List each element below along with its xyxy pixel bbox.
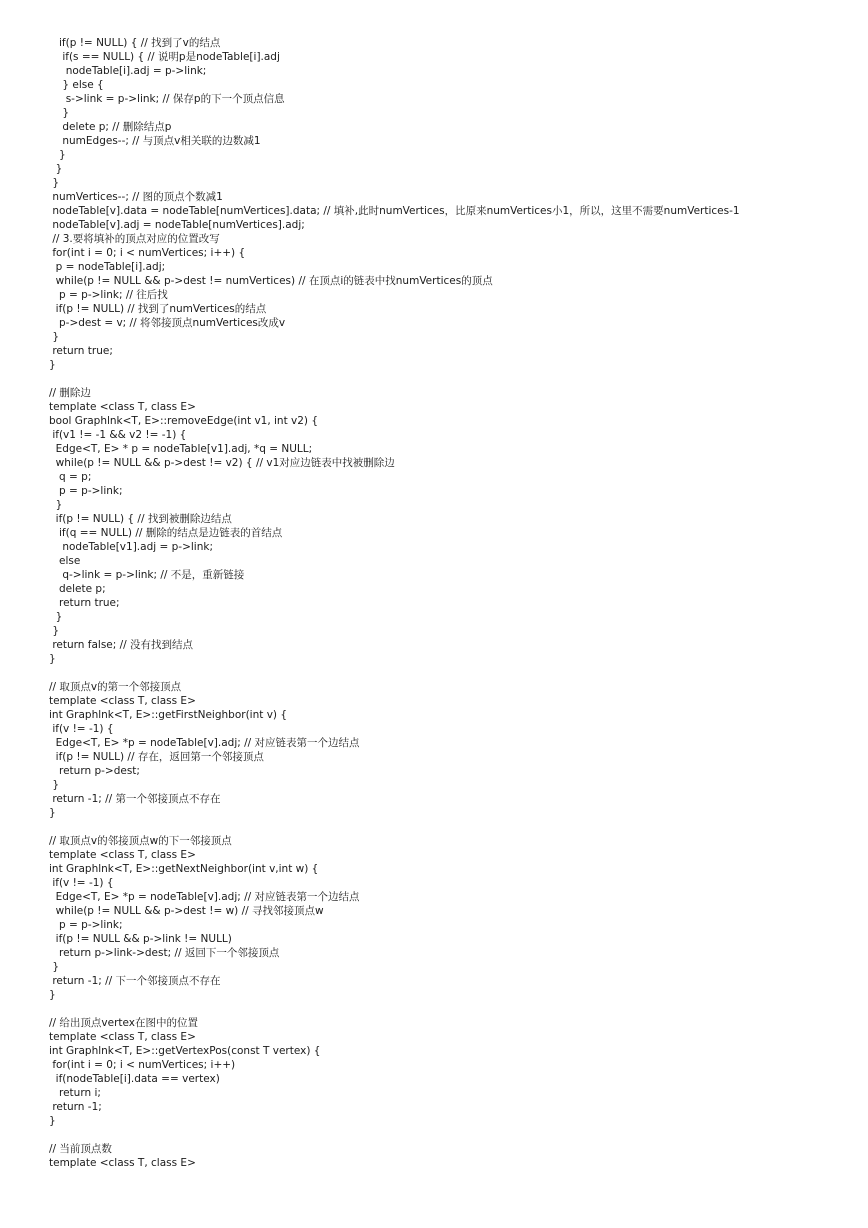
code-line: numEdges--; // 与顶点v相关联的边数减1	[49, 135, 261, 147]
code-line: nodeTable[v].adj = nodeTable[numVertices].adj;	[49, 219, 305, 231]
code-line: // 删除边	[49, 387, 91, 399]
code-line: }	[49, 359, 56, 371]
code-line: int Graphlnk<T, E>::getFirstNeighbor(int v) {	[49, 709, 288, 721]
code-line: delete p; // 删除结点p	[49, 121, 172, 133]
code-line: return true;	[49, 597, 120, 609]
code-line: Edge<T, E> *p = nodeTable[v].adj; // 对应链表第一个边结点	[49, 737, 360, 749]
code-line: }	[49, 1115, 56, 1127]
code-line: if(p != NULL) { // 找到了v的结点	[49, 37, 221, 49]
code-line: // 给出顶点vertex在图中的位置	[49, 1017, 199, 1029]
code-line: // 3.要将填补的顶点对应的位置改写	[49, 233, 220, 245]
code-line: p = p->link; // 往后找	[49, 289, 168, 301]
code-line: template <class T, class E>	[49, 401, 196, 413]
code-line	[0, 1128, 868, 1142]
code-line: }	[49, 989, 56, 1001]
code-line: if(p != NULL) // 找到了numVertices的结点	[49, 303, 267, 315]
code-line: p = nodeTable[i].adj;	[49, 261, 166, 273]
code-line: if(s == NULL) { // 说明p是nodeTable[i].adj	[49, 51, 280, 63]
code-line: }	[49, 331, 60, 343]
code-line: while(p != NULL && p->dest != v2) { // v1对应边链表中找被删除边	[49, 457, 395, 469]
code-line: return -1;	[49, 1101, 102, 1113]
code-line: }	[49, 625, 60, 637]
code-line: if(nodeTable[i].data == vertex)	[49, 1073, 220, 1085]
code-line: return true;	[49, 345, 113, 357]
code-line: // 取顶点v的邻接顶点w的下一邻接顶点	[49, 835, 232, 847]
code-line: p = p->link;	[49, 919, 123, 931]
code-line: return i;	[49, 1087, 101, 1099]
code-line: }	[49, 163, 63, 175]
code-line: q->link = p->link; // 不是，重新链接	[49, 569, 245, 581]
code-line: nodeTable[v].data = nodeTable[numVertices].data; // 填补,此时numVertices，比原来numVertices小1，所以，这里不需要numVertices-1	[49, 205, 740, 217]
code-line: template <class T, class E>	[49, 695, 196, 707]
code-line	[0, 820, 868, 834]
code-line: if(v != -1) {	[49, 877, 114, 889]
code-line: p = p->link;	[49, 485, 123, 497]
code-line: return p->link->dest; // 返回下一个邻接顶点	[49, 947, 280, 959]
code-line: s->link = p->link; // 保存p的下一个顶点信息	[49, 93, 285, 105]
code-line: bool Graphlnk<T, E>::removeEdge(int v1, int v2) {	[49, 415, 319, 427]
code-line: if(v != -1) {	[49, 723, 114, 735]
code-line: template <class T, class E>	[49, 849, 196, 861]
code-line: return p->dest;	[49, 765, 140, 777]
code-line	[0, 372, 868, 386]
code-line: p->dest = v; // 将邻接顶点numVertices改成v	[49, 317, 286, 329]
code-line: }	[49, 149, 66, 161]
code-line: if(p != NULL) // 存在，返回第一个邻接顶点	[49, 751, 264, 763]
code-line: Edge<T, E> *p = nodeTable[v].adj; // 对应链表第一个边结点	[49, 891, 360, 903]
code-line: int Graphlnk<T, E>::getNextNeighbor(int v,int w) {	[49, 863, 319, 875]
code-line: // 当前顶点数	[49, 1143, 112, 1155]
code-line: }	[49, 499, 63, 511]
code-line: }	[49, 653, 56, 665]
code-line: for(int i = 0; i < numVertices; i++) {	[49, 247, 246, 259]
document-page	[0, 36, 868, 1170]
code-line: nodeTable[i].adj = p->link;	[49, 65, 207, 77]
code-line: int Graphlnk<T, E>::getVertexPos(const T vertex) {	[49, 1045, 321, 1057]
code-line: for(int i = 0; i < numVertices; i++)	[49, 1059, 236, 1071]
code-line: Edge<T, E> * p = nodeTable[v1].adj, *q = NULL;	[49, 443, 313, 455]
code-line: numVertices--; // 图的顶点个数减1	[49, 191, 223, 203]
code-line: else	[49, 555, 81, 567]
code-line: }	[49, 961, 60, 973]
code-line: }	[49, 177, 60, 189]
code-line: }	[49, 807, 56, 819]
code-line: nodeTable[v1].adj = p->link;	[49, 541, 213, 553]
code-line: if(v1 != -1 && v2 != -1) {	[49, 429, 187, 441]
code-line: template <class T, class E>	[49, 1031, 196, 1043]
code-line: if(q == NULL) // 删除的结点是边链表的首结点	[49, 527, 283, 539]
code-line: } else {	[49, 79, 104, 91]
code-line: }	[49, 107, 70, 119]
code-line: delete p;	[49, 583, 106, 595]
code-line: template <class T, class E>	[49, 1157, 196, 1169]
code-line: return false; // 没有找到结点	[49, 639, 194, 651]
code-line: while(p != NULL && p->dest != w) // 寻找邻接顶点w	[49, 905, 324, 917]
code-line: }	[49, 779, 60, 791]
code-line: // 取顶点v的第一个邻接顶点	[49, 681, 182, 693]
code-line: if(p != NULL) { // 找到被删除边结点	[49, 513, 232, 525]
code-line: while(p != NULL && p->dest != numVertices) // 在顶点i的链表中找numVertices的顶点	[49, 275, 493, 287]
code-line	[0, 666, 868, 680]
code-line: q = p;	[49, 471, 92, 483]
code-line: return -1; // 第一个邻接顶点不存在	[49, 793, 221, 805]
code-line	[0, 1002, 868, 1016]
code-line: }	[49, 611, 63, 623]
code-line: if(p != NULL && p->link != NULL)	[49, 933, 232, 945]
code-line: return -1; // 下一个邻接顶点不存在	[49, 975, 221, 987]
